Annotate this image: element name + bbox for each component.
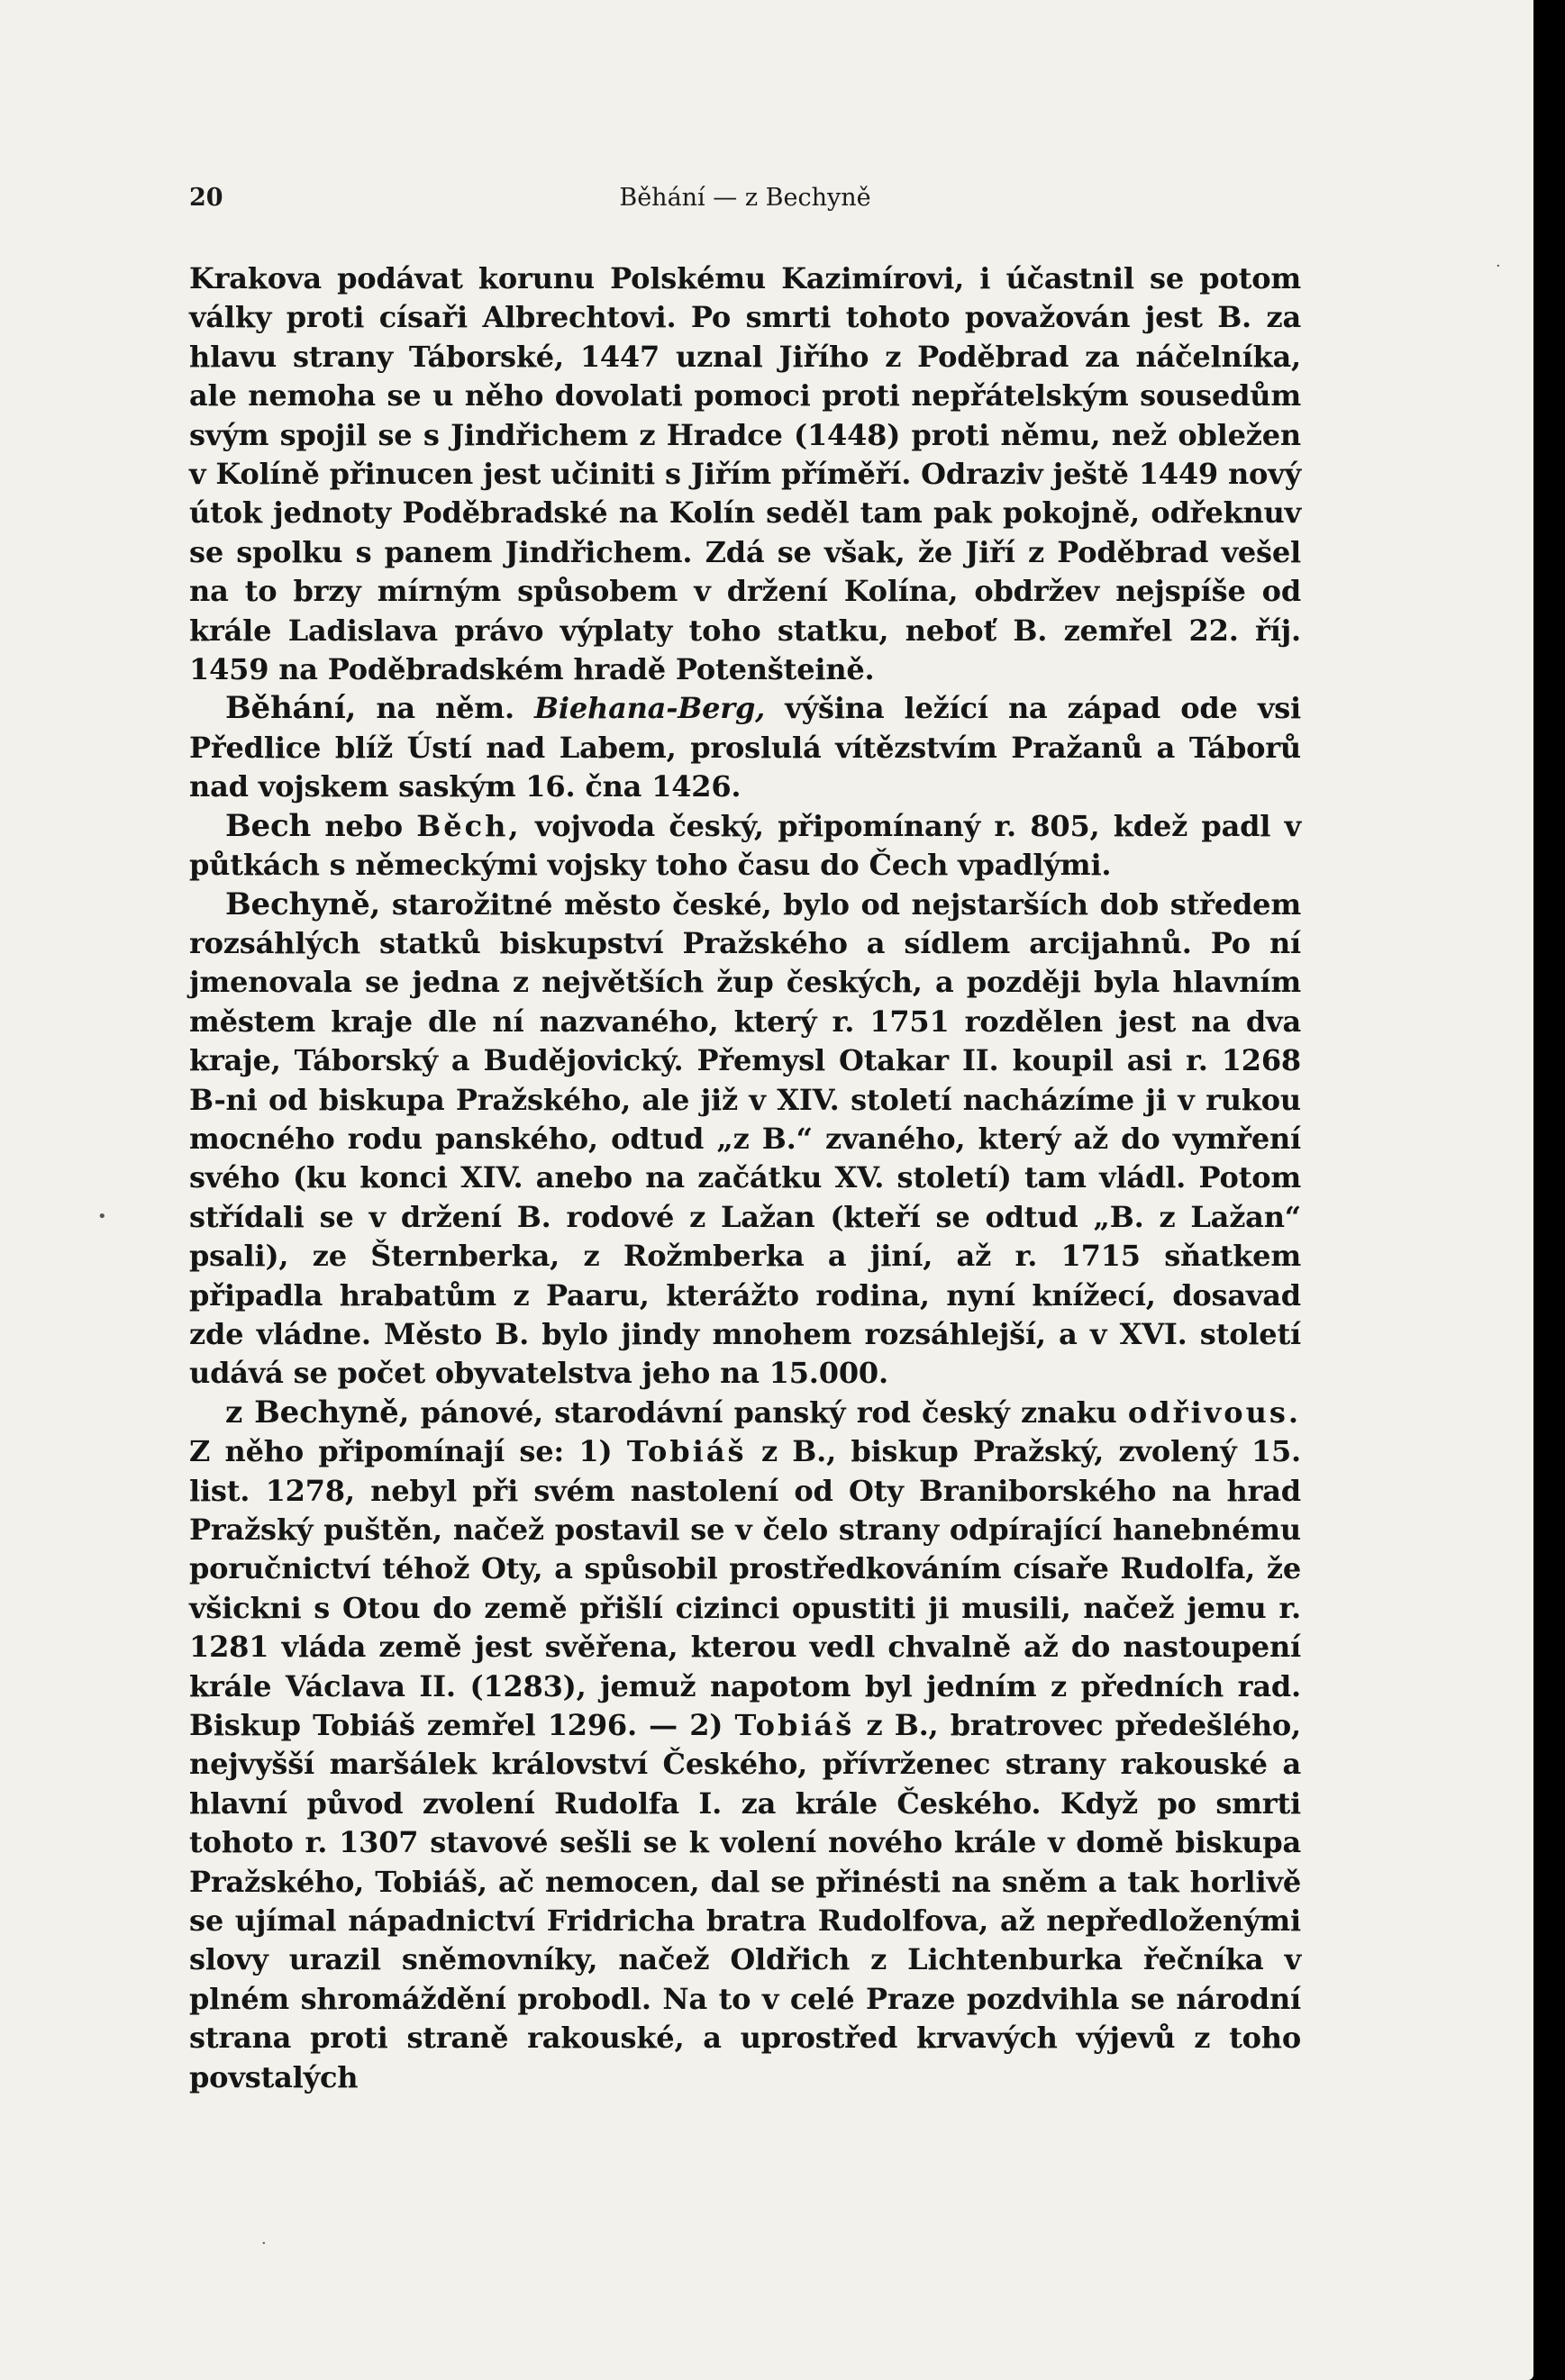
entry-bechyne-town: Bechyně, starožitné město české, bylo od nejstarších dob středem rozsáhlých statků biskupství Pražského a sídlem arcijahnů. Po ní jmenovala se jedna z největších žup českých, a později byla hlavním městem kraje dle ní nazvaného, který r. 1751 rozdělen jest na dva kraje, Táborský a Budějovický. Přemysl Otakar II. koupil asi r. 1268 B-ni od biskupa Pražského, ale již v XIV. století nacházíme ji v rukou mocného rodu panského, odtud „z B.“ zvaného, který až do vymření svého (ku konci XIV. anebo na začátku XV. století) tam vládl. Potom střídali se v držení B. rodové z Lažan (kteří se odtud „B. z Lažan“ psali), ze Šternberka, z Rožmberka a jiní, až r. 1715 sňatkem připadla hrabatům z Paaru, kterážto rodina, nyní knížecí, dosavad zde vládne. Město B. bylo jindy mnohem rozsáhlejší, a v XVI. století udává se počet obyvatelstva jeho na 15.000. <box>189 886 1301 1391</box>
headword: z Bechyně, <box>225 1394 410 1431</box>
margin-speck: • <box>97 1207 107 1226</box>
page-text <box>189 259 1301 2097</box>
entry-bech: Bech nebo Běch, vojvoda český, připomínaný r. 805, kdež padl v půtkách s německými vojsky toho času do Čech vpadlými. <box>189 807 1301 883</box>
page-number: 20 <box>189 184 223 212</box>
margin-speck: · <box>261 2234 267 2253</box>
headword: Bechyně, <box>225 886 381 922</box>
continued-paragraph: Krakova podávat korunu Polskému Kazimírovi, i účastnil se potom války proti císaři Albrechtovi. Po smrti tohoto považován jest B. za hlavu strany Táborské, 1447 uznal Jiřího z Poděbrad za náčelníka, ale nemoha se u něho dovolati pomoci proti nepřátelským sousedům svým spojil se s Jindřichem z Hradce (1448) proti němu, než obležen v Kolíně přinucen jest učiniti s Jiřím příměří. Odraziv ještě 1449 nový útok jednoty Poděbradské na Kolín seděl tam pak pokojně, odřeknuv se spolku s panem Jindřichem. Zdá se však, že Jiří z Poděbrad vešel na to brzy mírným spůsobem v držení Kolína, obdržev nejspíše od krále Ladislava právo výplaty toho statku, neboť B. zemřel 22. říj. 1459 na Poděbradském hradě Potenšteině. <box>189 261 1301 687</box>
entry-z-bechyne: z Bechyně, pánové, starodávní panský rod český znaku odřivous. Z něho připomínají se: 1) Tobiáš z B., biskup Pražský, zvolený 15. list. 1278, nebyl při svém nastolení od Oty Braniborského na hrad Pražský puštěn, načež postavil se v čelo strany odpírající hanebnému poručnictví téhož Oty, a spůsobil prostředkováním císaře Rudolfa, že všickni s Otou do země přišlí cizinci opustiti ji musili, načež jemu r. 1281 vláda země jest svěřena, kterou vedl chvalně až do nastoupení krále Václava II. (1283), jemuž napotom byl jedním z předních rad. Biskup Tobiáš zemřel 1296. — 2) Tobiáš z B., bratrovec předešlého, nejvyšší maršálek království Českého, přívrženec strany rakouské a hlavní původ zvolení Rudolfa I. za krále Českého. Když po smrti tohoto r. 1307 stavové sešli se k volení nového krále v domě biskupa Pražského, Tobiáš, ač nemocen, dal se přinésti na sněm a tak horlivě se ujímal nápadnictví Fridricha bratra Rudolfova, až nepředloženými slovy urazil sněmovníky, načež Oldřich z Lichtenburka řečníka v plném shromáždění probodl. Na to v celé Praze pozdvihla se národní strana proti straně rakouské, a uprostřed krvavých výjevů z toho povstalých <box>189 1394 1302 2094</box>
margin-speck: · <box>1496 257 1501 276</box>
headword: Bech <box>225 807 311 844</box>
headword: Běhání, <box>225 690 357 727</box>
german-name: Biehana-Berg, <box>534 691 766 726</box>
running-title: Běhání — z Bechyně <box>619 184 871 212</box>
entry-behani: Běhání, na něm. Biehana-Berg, výšina ležící na západ ode vsi Předlice blíž Ústí nad Labem, proslulá vítězstvím Pražanů a Táborů nad vojskem saským 16. čna 1426. <box>189 690 1301 804</box>
